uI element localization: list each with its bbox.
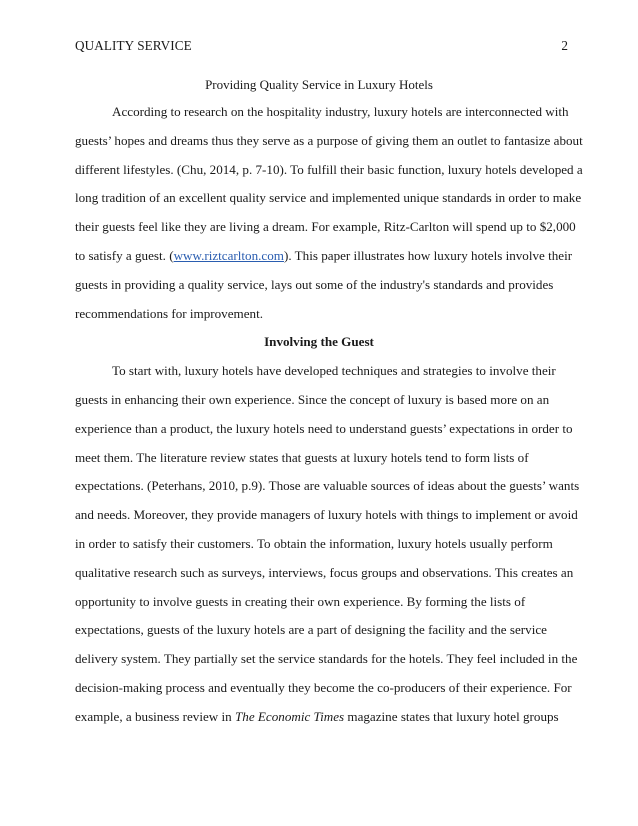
paragraph-line: [75, 248, 573, 264]
paragraph-line: [75, 709, 570, 725]
paragraph-line: expectations, guests of the luxury hotels are a part of designing the facility and the service: [75, 622, 547, 637]
paragraph-line: and needs. Moreover, they provide managers of luxury hotels with things to implement or avoid: [75, 507, 578, 522]
paragraph-line: different lifestyles. (Chu, 2014, p. 7-10). To fulfill their basic function, luxury hotels developed a: [75, 162, 583, 177]
running-head: QUALITY SERVICE: [75, 38, 192, 53]
paragraph-line: delivery system. They partially set the service standards for the hotels. They feel included in the: [75, 651, 578, 666]
paragraph-line: guests in providing a quality service, lays out some of the industry's standards and provides: [75, 277, 554, 292]
paragraph-line: recommendations for improvement.: [75, 306, 263, 321]
paragraph-line: their guests feel like they are living a dream. For example, Ritz-Carlton will spend up to $2,000: [75, 219, 576, 234]
text-span: example, a business review in: [75, 709, 235, 724]
paragraph-line: meet them. The literature review states that guests at luxury hotels tend to form lists of: [75, 450, 529, 465]
paragraph-line: experience than a product, the luxury hotels need to understand guests’ expectations in order to: [75, 421, 573, 436]
page-number: 2: [561, 38, 568, 53]
paragraph-line: expectations. (Peterhans, 2010, p.9). Those are valuable sources of ideas about the guests’ wants: [75, 478, 580, 493]
text-span: to satisfy a guest. (: [75, 248, 174, 263]
paragraph-line: To start with, luxury hotels have developed techniques and strategies to involve their: [112, 363, 556, 378]
magazine-title: The Economic Times: [235, 709, 345, 724]
paragraph-line: opportunity to involve guests in creating their own experience. By forming the lists of: [75, 594, 526, 609]
text-span: ). This paper illustrates how luxury hotels involve their: [283, 248, 573, 263]
paragraph-line: qualitative research such as surveys, interviews, focus groups and observations. This creates an: [75, 565, 574, 580]
website-link[interactable]: www.riztcarlton.com: [173, 248, 284, 263]
paragraph-line: guests in enhancing their own experience. Since the concept of luxury is based more on an: [75, 392, 550, 407]
paragraph-line: long tradition of an excellent quality service and implemented unique standards in order to make: [75, 190, 582, 205]
paragraph-line: According to research on the hospitality industry, luxury hotels are interconnected with: [112, 104, 569, 119]
text-span: magazine states that luxury hotel groups: [344, 709, 559, 724]
paragraph-line: guests’ hopes and dreams thus they serve as a purpose of giving them an outlet to fantasize about: [75, 133, 583, 148]
paragraph-line: in order to satisfy their customers. To obtain the information, luxury hotels usually perform: [75, 536, 553, 551]
section-heading: Involving the Guest: [264, 334, 374, 349]
paragraph-line: decision-making process and eventually they become the co-producers of their experience. For: [75, 680, 572, 695]
document-title: Providing Quality Service in Luxury Hotels: [205, 77, 433, 92]
